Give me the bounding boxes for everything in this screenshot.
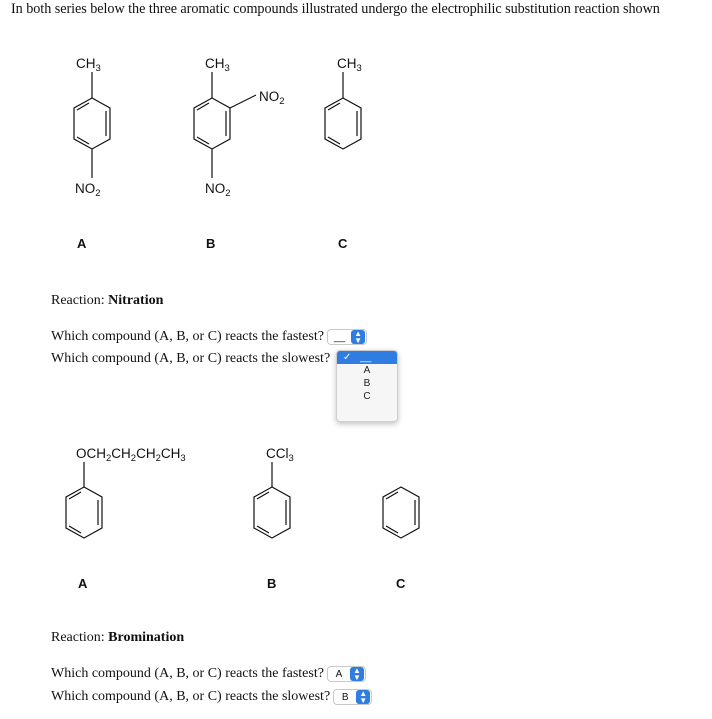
benzene-ring-s2-b: [254, 462, 290, 538]
benzene-ring-s1-c: [325, 72, 361, 149]
s2-label-a: A: [78, 576, 88, 591]
s1-reaction: [51, 293, 163, 309]
s2-reaction: [51, 630, 184, 646]
chevron-updown-icon: ▲ ▼: [356, 690, 370, 704]
check-icon: ✓: [343, 352, 352, 363]
s1-question-slowest-text: Which compound (A, B, or C) reacts the slowest?: [51, 351, 331, 366]
s2-question-fastest: [51, 666, 366, 682]
s1-c-top-substituent: $CH_3$: [337, 56, 362, 74]
s1-fastest-select[interactable]: [327, 329, 367, 345]
benzene-ring-s1-b: [194, 72, 256, 178]
chevron-updown-icon: ▲ ▼: [350, 667, 364, 681]
s2-a-top-substituent: $OCH_2CH_2CH_2CH_3$: [76, 446, 186, 464]
s2-reaction-name: Bromination: [108, 630, 185, 645]
s1-reaction-name: Nitration: [108, 293, 164, 308]
dropdown-option-c[interactable]: C: [363, 391, 371, 402]
s2-label-b: B: [267, 576, 277, 591]
s1-label-b: B: [206, 236, 216, 251]
benzene-ring-s1-a: [74, 72, 110, 178]
dropdown-option-selected[interactable]: [337, 351, 397, 364]
dropdown-option-a[interactable]: A: [363, 365, 371, 376]
s2-b-top-substituent: CCl$_3$: [266, 446, 294, 464]
s1-fastest-value: __: [333, 331, 346, 343]
s1-question-fastest: [51, 329, 367, 345]
s2-fastest-value: A: [335, 668, 343, 680]
s2-label-c: C: [396, 576, 406, 591]
s1-b-bottom-substituent: $NO_2$: [205, 181, 231, 199]
s1-reaction-prefix: Reaction:: [51, 293, 109, 308]
intro-text: In both series below the three aromatic compounds illustrated undergo the electrophilic substitution reaction shown: [11, 1, 660, 17]
s1-label-c: C: [338, 236, 348, 251]
s1-b-top-substituent: $CH_3$: [205, 56, 230, 74]
s1-question-fastest-text: Which compound (A, B, or C) reacts the fastest?: [51, 329, 324, 344]
s1-a-top-substituent: $CH_3$: [76, 56, 101, 74]
chevron-updown-icon: ▲ ▼: [351, 330, 365, 344]
dropdown-selected-label: __: [360, 352, 372, 363]
s1-slowest-dropdown[interactable]: [336, 350, 398, 422]
s2-question-slowest-text: Which compound (A, B, or C) reacts the slowest?: [51, 689, 331, 704]
s2-reaction-prefix: Reaction:: [51, 630, 109, 645]
s1-a-bottom-substituent: $NO_2$: [75, 181, 101, 199]
s1-question-slowest: [51, 351, 341, 367]
s2-fastest-select[interactable]: [327, 666, 366, 682]
s1-label-a: A: [77, 236, 87, 251]
s2-question-slowest: [51, 689, 372, 705]
benzene-ring-s2-c: [383, 487, 419, 538]
s2-slowest-value: B: [341, 691, 349, 703]
s1-b-meta-substituent: $NO_2$: [259, 89, 285, 107]
s2-slowest-select[interactable]: [333, 689, 372, 705]
benzene-ring-s2-a: [66, 462, 102, 538]
s2-question-fastest-text: Which compound (A, B, or C) reacts the fastest?: [51, 666, 324, 681]
dropdown-option-b[interactable]: B: [363, 378, 371, 389]
